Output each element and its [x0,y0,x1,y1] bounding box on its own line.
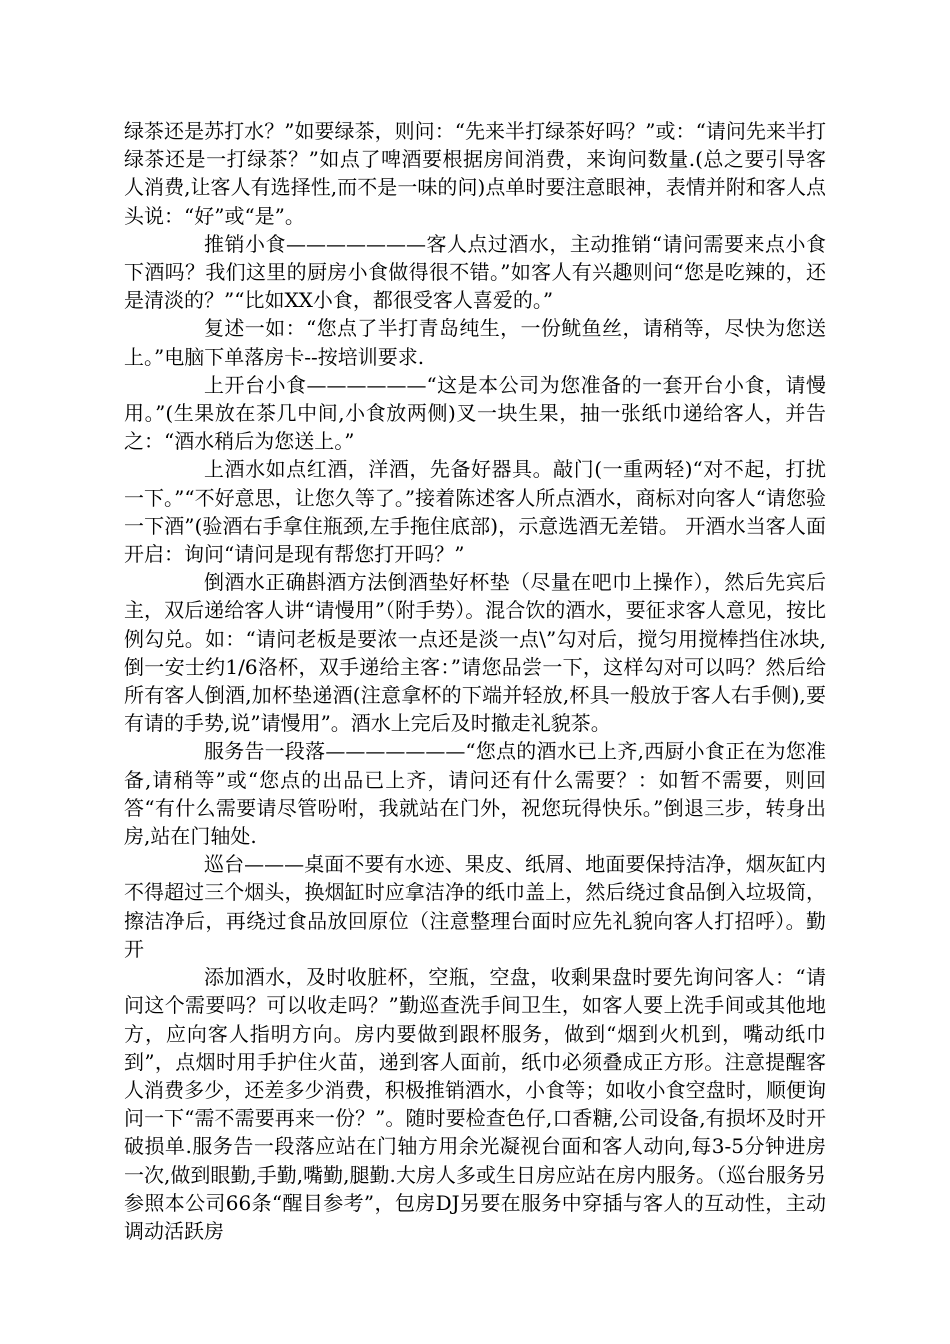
paragraph-refill-and-clear: 添加酒水，及时收脏杯，空瓶，空盘，收剩果盘时要先询问客人：“请问这个需要吗？可以收走吗？”勤巡查洗手间卫生，如客人要上洗手间或其他地方，应向客人指明方向。房内要做到跟杯服务，做到“烟到火机到，嘴动纸巾到”，点烟时用手护住火苗，递到客人面前，纸巾必须叠成正方形。注意提醒客人消费多少，还差多少消费，积极推销酒水，小食等；如收小食空盘时，顺便询问一下“需不需要再来一份？”。随时要检查色仔,口香糖,公司设备,有损坏及时开破损单.服务告一段落应站在门轴方用余光凝视台面和客人动向,每3-5分钟进房一次,做到眼勤,手勤,嘴勤,腿勤.大房人多或生日房应站在房内服务。（巡台服务另参照本公司66条“醒目参考”，包房DJ另要在服务中穿插与客人的互动性，主动调动活跃房 [124,965,826,1243]
paragraph-upsell-snacks: 推销小食———————客人点过酒水，主动推销“请问需要来点小食下酒吗？我们这里的厨房小食做得很不错。”如客人有兴趣则问“您是吃辣的，还是清淡的？”“比如XX小食，都很受客人喜爱的。” [124,231,826,313]
paragraph-service-pause: 服务告一段落———————“您点的酒水已上齐,西厨小食正在为您准备,请稍等”或“您点的出品已上齐，请问还有什么需要？：如暂不需要，则回答“有什么需要请尽管吩咐，我就站在门外，祝您玩得快乐。”倒退三步，转身出房,站在门轴处. [124,739,826,849]
paragraph-order-confirmation: 绿茶还是苏打水？”如要绿茶，则问：“先来半打绿茶好吗？”或：“请问先来半打绿茶还是一打绿茶？”如点了啤酒要根据房间消费，来询问数量.(总之要引导客人消费,让客人有选择性,而不是一味的问)点单时要注意眼神，表情并附和客人点头说：“好”或“是”。 [124,119,826,228]
paragraph-repeat-order: 复述一如：“您点了半打青岛纯生，一份鱿鱼丝，请稍等，尽快为您送上。”电脑下单落房卡--按培训要求. [124,316,826,369]
paragraph-pour-drinks: 倒酒水正确斟酒方法倒酒垫好杯垫（尽量在吧巾上操作），然后先宾后主，双后递给客人讲“请慢用”（附手势）。混合饮的酒水，要征求客人意见，按比例勾兑。如：“请问老板是要浓一点还是淡一点\”勾对后，搅匀用搅棒挡住冰块,倒一安士约1/6洛杯，双手递给主客：”请您品尝一下，这样勾对可以吗？然后给所有客人倒酒,加杯垫递酒(注意拿杯的下端并轻放,杯具一般放于客人右手侧),要有请的手势,说”请慢用”。酒水上完后及时撤走礼貌茶。 [124,570,826,736]
document-body [124,117,826,1245]
paragraph-serve-drinks: 上酒水如点红酒，洋酒，先备好器具。敲门(一重两轻)“对不起，打扰一下。”“不好意思，让您久等了。”接着陈述客人所点酒水，商标对向客人“请您验一下酒”(验酒右手拿住瓶颈,左手拖住底部)，示意选酒无差错。 开酒水当客人面开启：询问“请问是现有帮您打开吗？” [124,457,826,567]
paragraph-table-patrol: 巡台———桌面不要有水迹、果皮、纸屑、地面要保持洁净，烟灰缸内不得超过三个烟头，换烟缸时应拿洁净的纸巾盖上，然后绕过食品倒入垃圾筒，擦洁净后，再绕过食品放回原位（注意整理台面时应先礼貌向客人打招呼）。勤开 [124,852,826,961]
paragraph-opening-snacks: 上开台小食——————“这是本公司为您准备的一套开台小食，请慢用。”(生果放在茶几中间,小食放两侧)叉一块生果，抽一张纸巾递给客人，并告之：“酒水稍后为您送上。” [124,372,826,454]
